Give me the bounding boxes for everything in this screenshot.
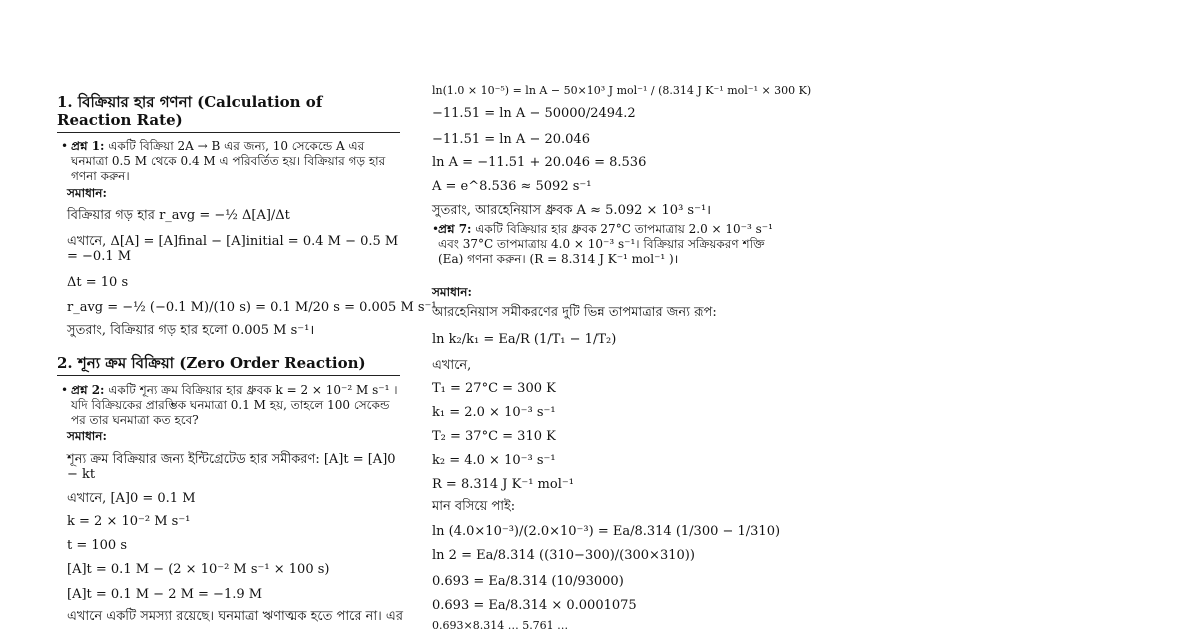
question-7 <box>432 222 778 267</box>
bullet: • <box>432 222 440 236</box>
r2-line-9: মান বসিয়ে পাই: <box>432 499 516 514</box>
question-2-text: একটি শূন্য ক্রম বিক্রিয়ার হার ধ্রুবক k = 2 × 10⁻² M s⁻¹ । যদি বিক্রিয়কের প্রারম্ভিক ঘনমাত্রা 0.1 M হয়, তাহলে 100 সেকেন্ড পর তার ঘনমাত্রা কত হবে? <box>71 383 398 427</box>
bullet: • <box>61 139 69 153</box>
question-1 <box>61 139 405 184</box>
bullet: • <box>61 383 69 397</box>
solution-1-label: সমাধান: <box>67 186 107 200</box>
question-7-label: প্রশ্ন 7: <box>438 222 472 236</box>
s2-line-4: t = 100 s <box>67 538 127 553</box>
s2-line-7: এখানে একটি সমস্যা রয়েছে। ঘনমাত্রা ঋণাত্মক হতে পারে না। এর <box>67 609 403 624</box>
question-7-text: একটি বিক্রিয়ার হার ধ্রুবক 27°C তাপমাত্রায় 2.0 × 10⁻³ s⁻¹ এবং 37°C তাপমাত্রায় 4.0 × 10⁻³ s⁻¹। বিক্রিয়ার সক্রিয়করণ শক্তি (Ea) গণনা করুন। (R = 8.314 J K⁻¹ mol⁻¹ )। <box>438 222 773 266</box>
r-line-1: ln(1.0 × 10⁻⁵) = ln A − 50×10³ J mol⁻¹ / (8.314 J K⁻¹ mol⁻¹ × 300 K) <box>432 84 812 97</box>
r2-line-14: 0.693×8.314 … 5.761 … <box>432 619 569 632</box>
r2-line-12: 0.693 = Ea/8.314 (10/93000) <box>432 574 624 589</box>
section-1-title: 1. বিক্রিয়ার হার গণনা (Calculation of Reaction Rate) <box>57 93 400 133</box>
s2-line-3: k = 2 × 10⁻² M s⁻¹ <box>67 514 191 529</box>
s2-line-1: শূন্য ক্রম বিক্রিয়ার জন্য ইন্টিগ্রেটেড হার সমীকরণ: [A]t = [A]0 − kt <box>67 452 396 482</box>
question-2-label: প্রশ্ন 2: <box>71 383 105 397</box>
question-2 <box>61 383 405 428</box>
r2-line-10: ln (4.0×10⁻³)/(2.0×10⁻³) = Ea/8.314 (1/300 − 1/310) <box>432 524 781 539</box>
r-line-4: ln A = −11.51 + 20.046 = 8.536 <box>432 155 647 170</box>
r2-line-8: R = 8.314 J K⁻¹ mol⁻¹ <box>432 477 574 492</box>
r2-line-2: ln k₂/k₁ = Ea/R (1/T₁ − 1/T₂) <box>432 332 617 347</box>
s1-line-2: এখানে, Δ[A] = [A]final − [A]initial = 0.4 M − 0.5 M = −0.1 M <box>67 234 399 264</box>
question-1-label: প্রশ্ন 1: <box>71 139 105 153</box>
s1-line-3: Δt = 10 s <box>67 275 129 290</box>
s1-line-1: বিক্রিয়ার গড় হার r_avg = −½ Δ[A]/Δt <box>67 208 290 223</box>
r-line-2: −11.51 = ln A − 50000/2494.2 <box>432 106 636 121</box>
r2-line-4: T₁ = 27°C = 300 K <box>432 381 556 396</box>
r2-line-3: এখানে, <box>432 358 472 373</box>
question-1-text: একটি বিক্রিয়া 2A → B এর জন্য, 10 সেকেন্ডে A এর ঘনমাত্রা 0.5 M থেকে 0.4 M এ পরিবর্তিত হয়। বিক্রিয়ার গড় হার গণনা করুন। <box>71 139 386 183</box>
r2-line-1: আরহেনিয়াস সমীকরণের দুটি ভিন্ন তাপমাত্রার জন্য রূপ: <box>432 305 717 320</box>
solution-2-label: সমাধান: <box>67 429 107 443</box>
r-line-6: সুতরাং, আরহেনিয়াস ধ্রুবক A ≈ 5.092 × 10³ s⁻¹। <box>432 203 712 218</box>
r-line-3: −11.51 = ln A − 20.046 <box>432 132 590 147</box>
r2-line-13: 0.693 = Ea/8.314 × 0.0001075 <box>432 598 637 613</box>
r2-line-5: k₁ = 2.0 × 10⁻³ s⁻¹ <box>432 405 556 420</box>
r2-line-11: ln 2 = Ea/8.314 ((310−300)/(300×310)) <box>432 548 695 563</box>
solution-7-label: সমাধান: <box>432 285 472 299</box>
r2-line-7: k₂ = 4.0 × 10⁻³ s⁻¹ <box>432 453 556 468</box>
r2-line-6: T₂ = 37°C = 310 K <box>432 429 556 444</box>
s2-line-5: [A]t = 0.1 M − (2 × 10⁻² M s⁻¹ × 100 s) <box>67 562 330 577</box>
s2-line-6: [A]t = 0.1 M − 2 M = −1.9 M <box>67 587 263 602</box>
s1-line-4: r_avg = −½ (−0.1 M)/(10 s) = 0.1 M/20 s = 0.005 M s⁻¹ <box>67 300 437 315</box>
r-line-5: A = e^8.536 ≈ 5092 s⁻¹ <box>432 179 592 194</box>
s1-line-5: সুতরাং, বিক্রিয়ার গড় হার হলো 0.005 M s⁻¹। <box>67 323 315 338</box>
section-2-title: 2. শূন্য ক্রম বিক্রিয়া (Zero Order Reaction) <box>57 354 400 376</box>
s2-line-2: এখানে, [A]0 = 0.1 M <box>67 491 196 506</box>
